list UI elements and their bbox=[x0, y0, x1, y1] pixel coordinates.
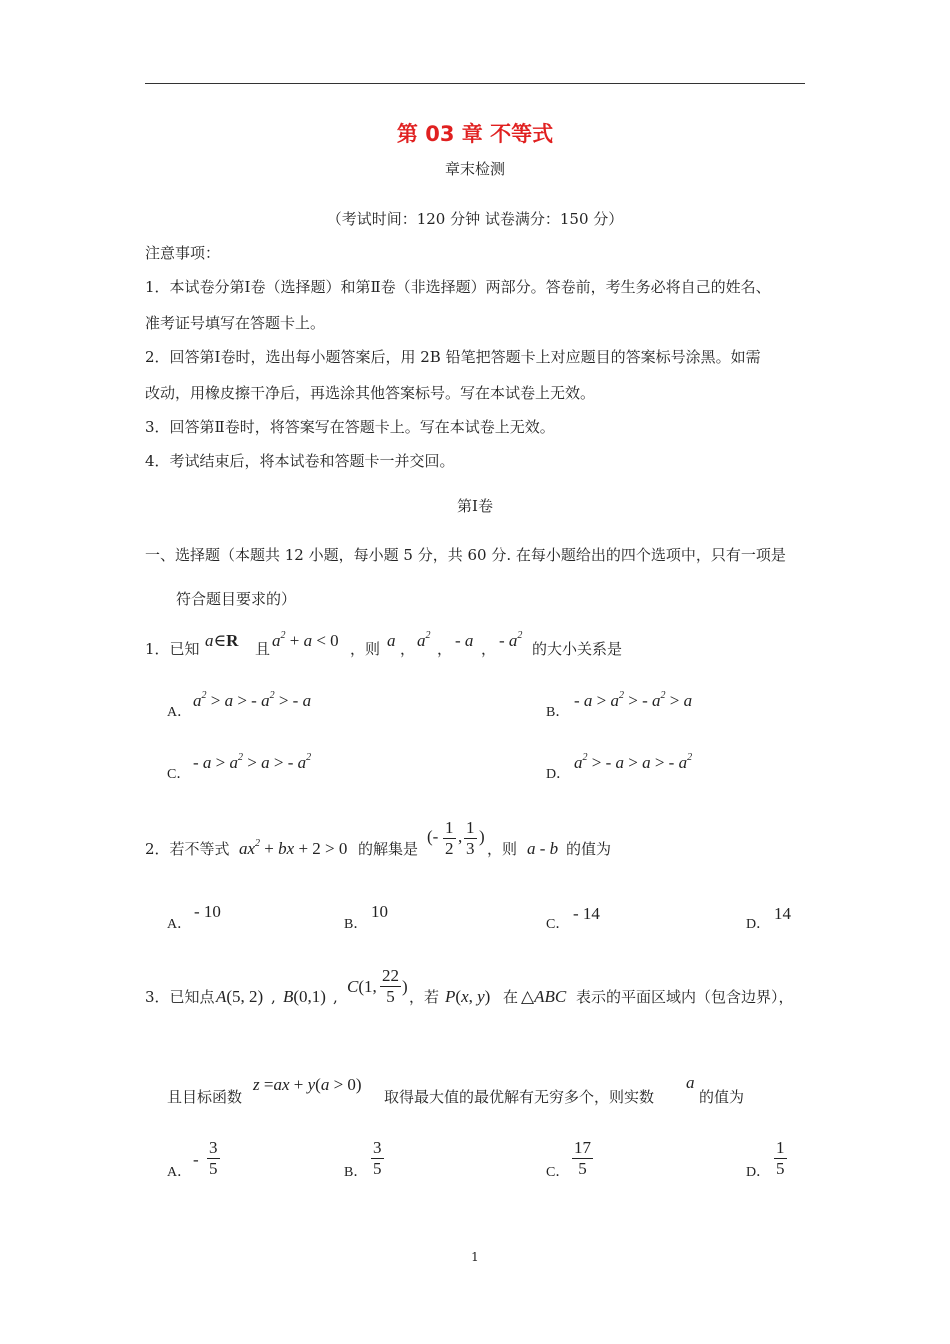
math-expr: a - b bbox=[527, 839, 559, 858]
section-heading-cont: 符合题目要求的） bbox=[176, 590, 297, 608]
note-line: 1．本试卷分第Ⅰ卷（选择题）和第Ⅱ卷（非选择题）两部分。答卷前，考生务必将自己的姓名、 bbox=[145, 278, 771, 296]
option-c-value: - 14 bbox=[573, 904, 600, 923]
math-expr: B(0,1) bbox=[283, 987, 326, 1006]
math-expr: - a bbox=[455, 631, 474, 650]
notes-heading: 注意事项： bbox=[145, 244, 221, 262]
option-a-expr: $a^2 > a$ > - $a^2$ > - a bbox=[193, 690, 312, 710]
question-2: 2．若不等式 $ax^2$ + bx + 2 > 0 的解集是 (- $\frac{1}{2}$ , $\frac{1}{3}$ ) ，则 a - b 的值为 bbox=[145, 818, 612, 859]
note-line: 改动，用橡皮擦干净后，再选涂其他答案标号。写在本试卷上无效。 bbox=[145, 384, 596, 402]
math-expr: C(1, $\frac{22}{5}$ ) bbox=[347, 966, 408, 1007]
page-number: 1 bbox=[471, 1250, 479, 1264]
math-expr: a bbox=[387, 631, 396, 650]
math-expr: - $a^2$ bbox=[499, 630, 523, 650]
option-label: C． bbox=[546, 917, 570, 932]
section-heading: 一、选择题（本题共 12 小题，每小题 5 分，共 60 分. 在每小题给出的四个选项中，只有一项是 bbox=[145, 546, 786, 564]
header-rule bbox=[145, 83, 805, 84]
option-label: B． bbox=[344, 917, 368, 932]
option-b-expr: - $a > a^2$ > - $a^2 > a$ bbox=[574, 690, 693, 710]
note-line: 准考证号填写在答题卡上。 bbox=[145, 314, 326, 332]
math-expr: $a^2 + a < 0$ bbox=[272, 630, 339, 650]
chapter-subtitle: 章末检测 bbox=[444, 160, 505, 178]
math-expr: $ax^2$ + bx + 2 > 0 bbox=[239, 838, 348, 858]
math-expr: A(5, 2) bbox=[216, 987, 264, 1006]
math-expr: z =ax + y(a > 0) bbox=[253, 1075, 362, 1094]
option-label: D． bbox=[746, 917, 771, 932]
option-label: D． bbox=[746, 1165, 771, 1180]
option-label: A． bbox=[167, 1165, 192, 1180]
math-expr: P(x, y) bbox=[445, 987, 491, 1006]
option-label: B． bbox=[546, 705, 570, 720]
exam-info: （考试时间：120 分钟 试卷满分：150 分） bbox=[326, 210, 624, 228]
math-expr: △ABC bbox=[521, 987, 567, 1006]
option-label: D． bbox=[546, 767, 571, 782]
option-label: C． bbox=[167, 767, 191, 782]
math-expr: a∈R bbox=[205, 631, 239, 650]
note-line: 2．回答第Ⅰ卷时，选出每小题答案后，用 2B 铅笔把答题卡上对应题目的答案标号涂黑。如需 bbox=[145, 348, 761, 366]
note-line: 4．考试结束后，将本试卷和答题卡一并交回。 bbox=[145, 452, 455, 470]
option-a-value: - 10 bbox=[194, 902, 221, 921]
option-label: C． bbox=[546, 1165, 570, 1180]
question-3-cont: 且目标函数 z =ax + y(a > 0) 取得最大值的最优解有无穷多个，则实数 a 的值为 bbox=[167, 1073, 745, 1106]
option-label: A． bbox=[167, 917, 192, 932]
option-label: A． bbox=[167, 705, 192, 720]
option-b-value: 10 bbox=[371, 902, 388, 921]
chapter-title: 第 03 章 不等式 bbox=[396, 122, 554, 146]
option-d-expr: $a^2$ > - a > a > - $a^2$ bbox=[574, 752, 693, 772]
math-expr: a bbox=[686, 1073, 695, 1092]
option-d-value: 14 bbox=[774, 904, 791, 923]
option-c-expr: - $a > a^2 > a$ > - $a^2$ bbox=[193, 752, 312, 772]
volume-heading: 第Ⅰ卷 bbox=[457, 497, 493, 515]
question-3: 3．已知点 A(5, 2) , B(0,1) , C(1, $\frac{22}{5}$ ) ，若 P(x, y) 在 △ABC 表示的平面区域内（包含边界）， bbox=[145, 962, 815, 1012]
option-label: B． bbox=[344, 1165, 368, 1180]
math-expr: $a^2$ bbox=[417, 630, 431, 650]
note-line: 3．回答第Ⅱ卷时，将答案写在答题卡上。写在本试卷上无效。 bbox=[145, 418, 555, 436]
